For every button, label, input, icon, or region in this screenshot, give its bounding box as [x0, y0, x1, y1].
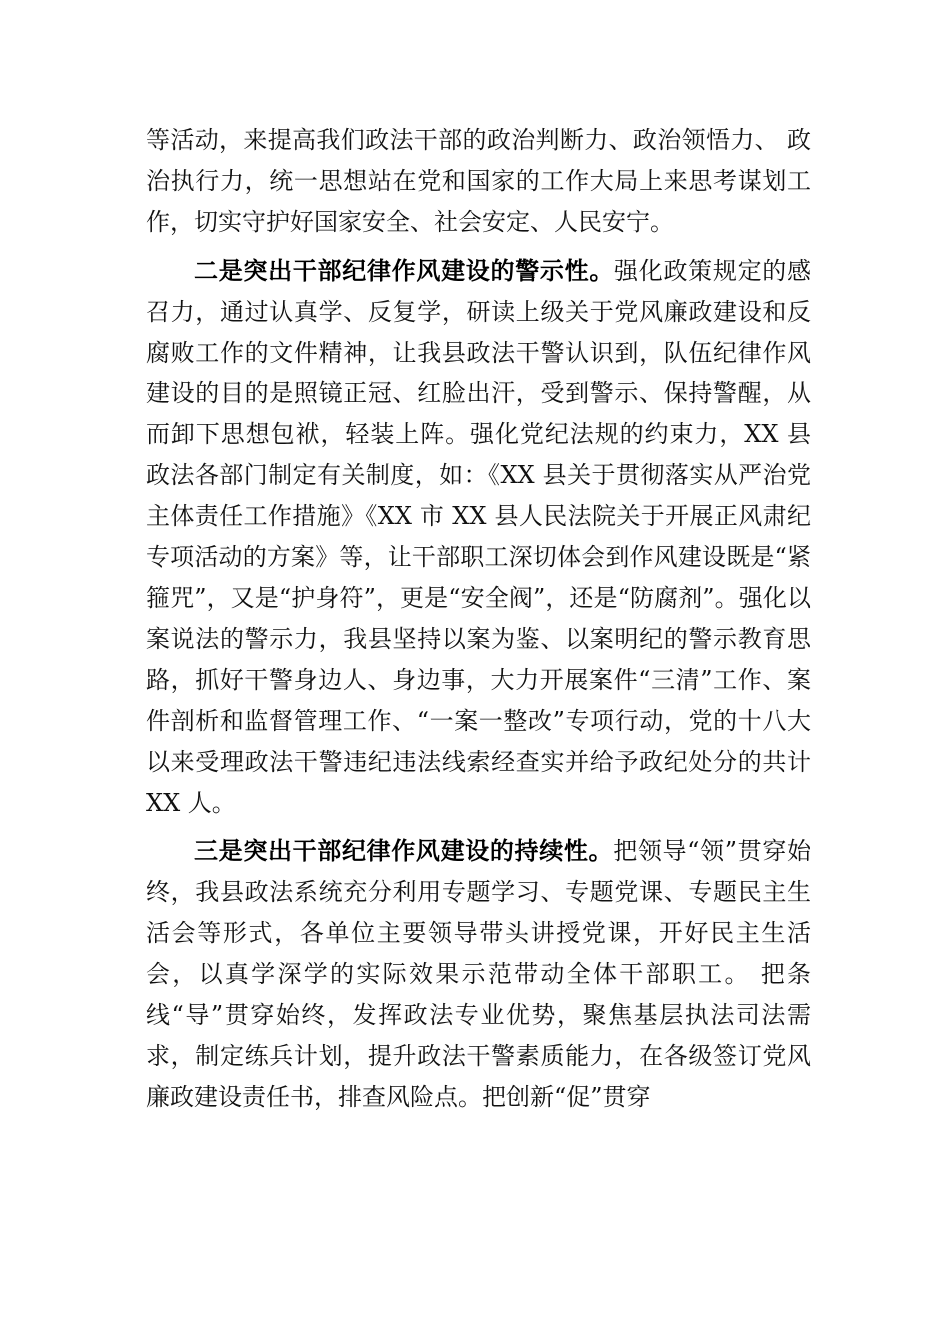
paragraph-text: 把领导“领”贯穿始终，我县政法系统充分利用专题学习、专题党课、专题民主生活会等形式，各单位主要领导带头讲授党课，开好民主生活会，以真学深学的实际效果示范带动全体干部职工。 把条线“导”贯穿始终，发挥政法专业优势，聚焦基层执法司法需求，制定练兵计划，提升政法干警素质能力，在各级签订党风廉政建设责任书，排查风险点。把创新“促”贯穿	[146, 837, 811, 1111]
paragraph-text: 等活动，来提高我们政法干部的政治判断力、政治领悟力、 政治执行力，统一思想站在党和国家的工作大局上来思考谋划工作，切实守护好国家安全、社会安定、人民安宁。	[146, 126, 811, 236]
paragraph-text: 强化政策规定的感召力，通过认真学、反复学，研读上级关于党风廉政建设和反腐败工作的文件精神，让我县政法干警认识到，队伍纪律作风建设的目的是照镜正冠、红脸出汗，受到警示、保持警醒，从而卸下思想包袱，轻装上阵。强化党纪法规的约束力，XX 县政法各部门制定有关制度，如：《XX 县关于贯彻落实从严治党主体责任工作措施》《XX 市 XX 县人民法院关于开展正风肃纪专项活动的方案》等，让干部职工深切体会到作风建设既是“紧箍咒”，又是“护身符”，更是“安全阀”，还是“防腐剂”。强化以案说法的警示力，我县坚持以案为鉴、以案明纪的警示教育思路，抓好干警身边人、身边事，大力开展案件“三清”工作、案件剖析和监督管理工作、“一案一整改”专项行动，党的十八大以来受理政法干警违纪违法线索经查实并给予政纪处分的共计 XX 人。	[146, 256, 812, 817]
paragraph-continuity	[146, 831, 811, 1117]
paragraph-heading: 二是突出干部纪律作风建设的警示性。	[194, 256, 615, 285]
paragraph-heading: 三是突出干部纪律作风建设的持续性。	[194, 837, 614, 866]
paragraph-continuation	[146, 120, 811, 243]
paragraph-warning	[146, 251, 811, 824]
document-body	[146, 120, 811, 1126]
